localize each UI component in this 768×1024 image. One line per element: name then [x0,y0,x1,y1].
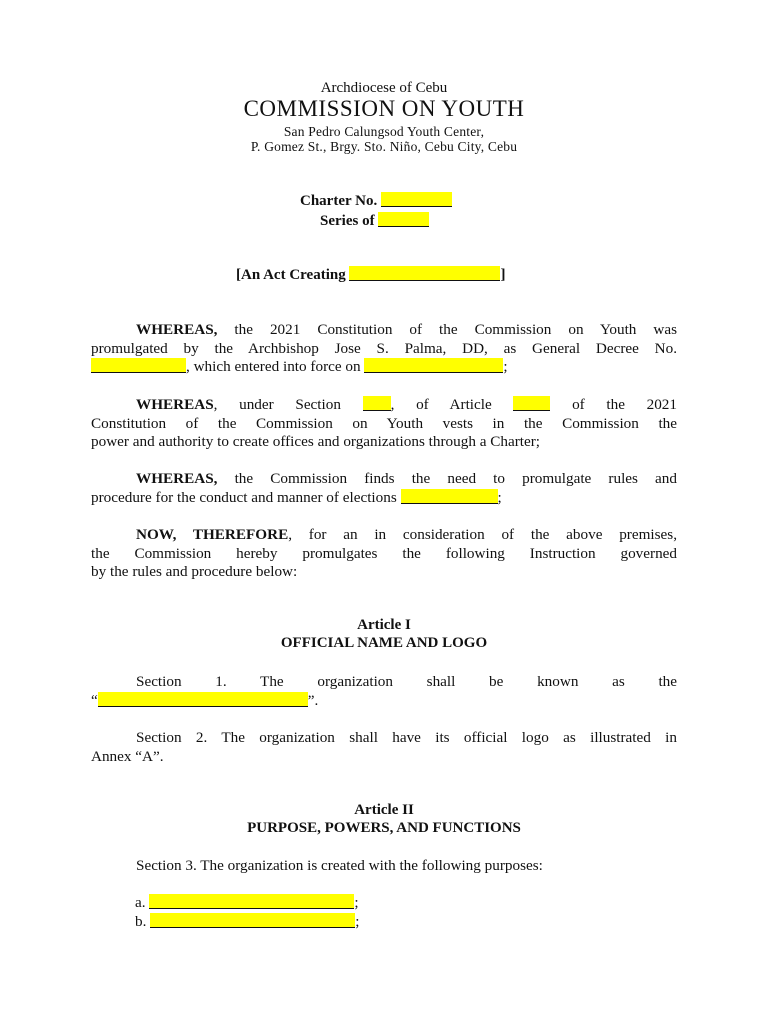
decree-number-blank[interactable] [91,358,186,373]
purpose-a-blank[interactable] [149,894,354,909]
therefore-keyword: NOW, THEREFORE [136,526,289,543]
series-blank[interactable] [378,212,429,227]
whereas2-line2: Constitution of the Commission on Youth vests in the Commission the [91,414,677,432]
series-line [320,212,429,230]
header-title: COMMISSION ON YOUTH [243,96,525,121]
article2-title: PURPOSE, POWERS, AND FUNCTIONS [247,820,521,836]
article1-title: OFFICIAL NAME AND LOGO [280,635,488,651]
section2-line2: Annex “A”. [91,747,164,765]
purpose-b-label: b. [135,913,147,930]
purpose-b-blank[interactable] [150,913,355,928]
therefore-line2: the Commission hereby promulgates the following Instruction governed [91,544,677,562]
article-number-blank[interactable] [513,396,550,411]
act-title-line [236,266,505,284]
section2-line1: Section 2. The organization shall have its official logo as illustrated in [136,729,677,746]
whereas1-line2: promulgated by the Archbishop Jose S. Palma, DD, as General Decree No. [91,339,677,357]
whereas1-line3: , which entered into force on [186,358,361,376]
section1-close-quote: ”. [307,691,319,709]
whereas2-keyword: WHEREAS [136,396,214,413]
whereas3-keyword: WHEREAS, [136,470,218,487]
header-address-line1: San Pedro Calungsod Youth Center, [283,124,485,139]
charter-number-line [300,192,452,210]
whereas2-part2: , of Article [390,396,492,413]
therefore-line3: by the rules and procedure below: [91,563,298,581]
purpose-a-end: ; [354,894,359,911]
whereas-paragraph-1 [91,321,677,377]
whereas1-line1: the 2021 Constitution of the Commission on Youth was [217,321,677,338]
header-address-line2: P. Gomez St., Brgy. Sto. Niño, Cebu City, Cebu [250,139,518,154]
article2-number: Article II [354,802,414,818]
section2-paragraph [91,729,677,766]
whereas3-line2: procedure for the conduct and manner of elections [91,488,397,506]
header-org: Archdiocese of Cebu [320,80,448,96]
act-prefix: [An Act Creating [236,267,346,283]
effectivity-date-blank[interactable] [364,358,503,373]
elections-blank[interactable] [401,489,498,504]
purpose-b-end: ; [355,913,360,930]
charter-number-label: Charter No. [300,193,378,209]
whereas1-keyword: WHEREAS, [136,321,218,338]
purpose-item-b [135,913,359,931]
therefore-paragraph [91,526,677,582]
section-number-blank[interactable] [363,396,391,411]
whereas3-line1: the Commission finds the need to promulgate rules and [217,470,677,487]
section1-line1: Section 1. The organization shall be known as the [136,673,677,690]
whereas3-end: ; [497,488,502,506]
whereas-paragraph-2 [91,396,677,452]
section1-open-quote: “ [91,691,98,709]
whereas1-end: ; [503,358,508,376]
charter-number-blank[interactable] [381,192,452,207]
section1-paragraph [91,673,677,710]
whereas-paragraph-3 [91,470,677,507]
series-label: Series of [320,213,375,229]
whereas2-part1: , under Section [213,396,341,413]
purpose-item-a [135,894,359,912]
organization-name-blank[interactable] [98,692,308,707]
purpose-a-label: a. [135,894,146,911]
act-name-blank[interactable] [349,266,500,281]
therefore-line1: , for an in consideration of the above premises, [288,526,677,543]
section3-line: Section 3. The organization is created with the following purposes: [136,857,543,874]
whereas2-part3: of the 2021 [572,396,677,413]
whereas2-line3: power and authority to create offices and organizations through a Charter; [91,433,541,451]
act-suffix: ] [500,267,506,283]
article1-number: Article I [357,617,411,633]
